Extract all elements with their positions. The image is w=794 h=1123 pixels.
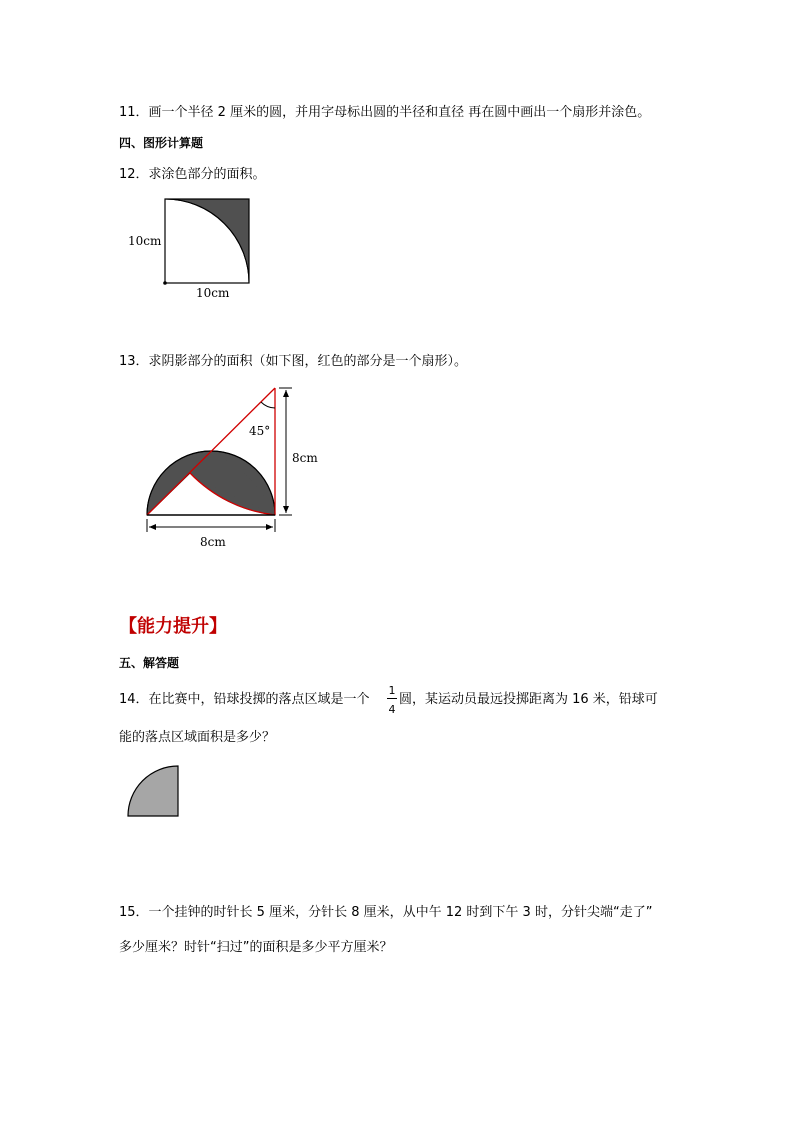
section-5-heading: 五、解答题	[119, 656, 180, 670]
q14-line-2: 能的落点区域面积是多少？	[119, 730, 276, 745]
q14-quarter-circle	[128, 766, 178, 816]
q13-height-label: 8cm	[292, 451, 318, 465]
q13-angle-label: 45°	[249, 424, 271, 438]
q13-base-label: 8cm	[200, 535, 226, 549]
question-15-line-1: 15．一个挂钟的时针长 5 厘米，分针长 8 厘米，从中午 12 时到下午 3 时，分针尖端“走了”	[119, 905, 653, 920]
section-4-heading: 四、图形计算题	[119, 136, 204, 150]
ability-heading: 【能力提升】	[119, 616, 227, 637]
q12-bottom-label: 10cm	[196, 286, 230, 300]
q14-text-before: 14．在比赛中，铅球投掷的落点区域是一个	[119, 692, 370, 707]
question-12: 12．求涂色部分的面积。	[119, 167, 266, 182]
question-11: 11．画一个半径 2 厘米的圆，并用字母标出圆的半径和直径 再在圆中画出一个扇形并涂色。	[119, 105, 651, 120]
q14-text-after: 圆，某运动员最远投掷距离为 16 米，铅球可	[399, 692, 658, 707]
q12-side-label: 10cm	[128, 234, 162, 248]
q14-fraction-denominator: 4	[388, 703, 396, 716]
question-15-line-2: 多少厘米？时针“扫过”的面积是多少平方厘米？	[119, 940, 393, 955]
question-13: 13．求阴影部分的面积（如下图，红色的部分是一个扇形）。	[119, 354, 468, 369]
q14-fraction-numerator: 1	[388, 684, 396, 697]
